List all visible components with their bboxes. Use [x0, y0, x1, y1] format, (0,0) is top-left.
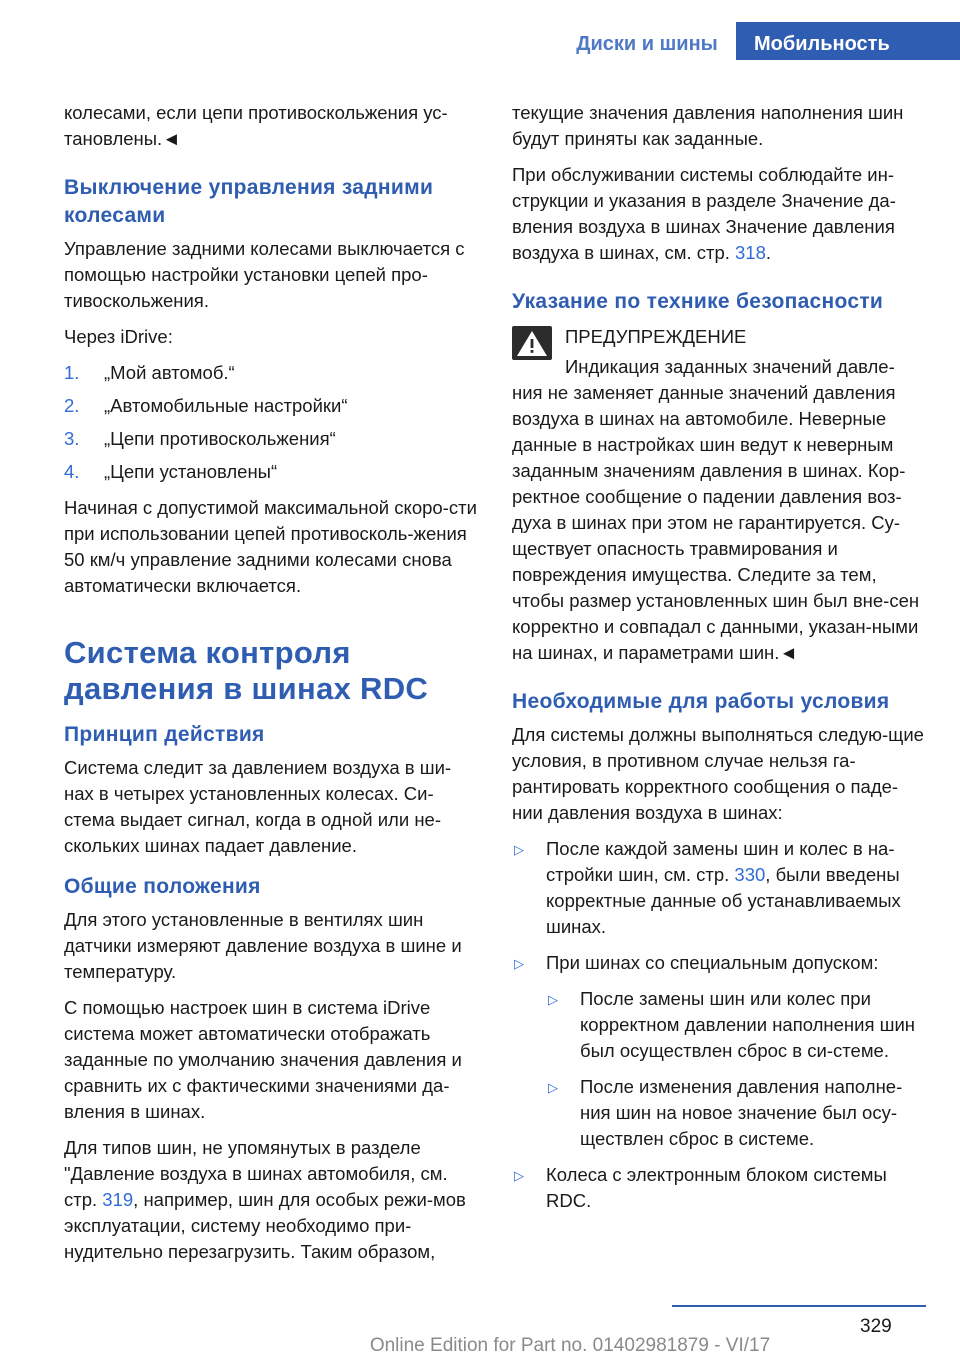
heading-principle: Принцип действия [64, 723, 265, 746]
footer-divider [672, 1305, 926, 1307]
paragraph-conditions: Для системы должны выполняться следую-щие условия, в противном случае нельзя га-рантировать корректного сообщения о паде-нии давления воздуха в шинах: [512, 724, 924, 823]
paragraph-continued: текущие значения давления наполнения шин будут приняты как заданные. [512, 102, 904, 149]
page-link-330[interactable]: 330 [734, 864, 766, 885]
paragraph-speed: Начиная с допустимой максимальной скоро-сти при использовании цепей противосколь-жения 50 км/ч управление задними колесами снова автоматически включается. [64, 497, 477, 596]
page-number: 329 [860, 1316, 892, 1337]
text-run: , были введены корректные данные об устанавливаемых шинах. [546, 864, 901, 937]
text-run: После каждой замены шин и колес в на-стройки шин, см. стр. [546, 838, 895, 885]
header-chapter-tab[interactable]: Мобильность [736, 22, 960, 60]
edition-footer [0, 1335, 960, 1357]
triangle-right-icon: ▷ [514, 842, 524, 857]
list-item [546, 1074, 926, 1152]
paragraph-service [512, 162, 926, 266]
right-column [512, 100, 926, 1224]
list-item [546, 986, 926, 1064]
warning-title: ПРЕДУПРЕЖДЕНИЕ [565, 326, 747, 347]
text-run: . [765, 242, 772, 263]
text-run: Для типов шин, не упомянутых в разделе "Давление воздуха в шинах автомобиля, см. стр. [64, 1137, 448, 1210]
paragraph-rear-steering-off: Управление задними колесами выключается с помощью настройки установки цепей про-тивоскольжения. [64, 238, 465, 311]
edition-text: Online Edition for Part no. 01402981879 - VI/17 [369, 1335, 771, 1356]
paragraph-principle: Система следит за давлением воздуха в ши-нах в четырех установленных колесах. Си-стема выдает сигнал, когда в одной или не-скольких шинах падает давление. [64, 757, 452, 856]
heading-general: Общие положения [64, 875, 261, 898]
list-item [64, 459, 478, 485]
step-number: 4. [64, 461, 80, 482]
step-number: 1. [64, 362, 80, 383]
list-item [512, 1162, 926, 1214]
warning-lead: Индикация заданных значений давле- [565, 356, 895, 377]
paragraph-intro: колесами, если цепи противоскольжения ус-тановлены.◄ [64, 102, 448, 149]
list-item [64, 426, 478, 452]
left-column [64, 100, 478, 1275]
list-item [512, 950, 926, 976]
text-run: После замены шин или колес при корректном давлении наполнения шин был осуществлен сброс в си-стеме. [580, 988, 915, 1061]
heading-safety: Указание по технике безопасности [512, 290, 884, 313]
warning-triangle-icon [512, 326, 552, 360]
step-text: „Автомобильные настройки“ [104, 395, 348, 416]
header-section-tab[interactable]: Диски и шины [576, 33, 718, 55]
page-header [0, 0, 960, 60]
text-run: , например, шин для особых режи-мов эксплуатации, систему необходимо при-нудительно перезагрузить. Таким образом, [64, 1189, 466, 1262]
step-list [64, 360, 478, 485]
text-run: Колеса с электронным блоком системы RDC. [546, 1164, 887, 1211]
step-number: 3. [64, 428, 80, 449]
text-run: При обслуживании системы соблюдайте ин-струкции и указания в разделе Значение да-вления воздуха в шинах Значение давления воздуха в шинах, см. стр. [512, 164, 896, 263]
text-run: После изменения давления наполне-ния шин на новое значение был осу-ществлен сброс в системе. [580, 1076, 903, 1149]
warning-box [512, 324, 926, 666]
heading-rear-steering-off: Выключение управления задними колесами [64, 176, 434, 227]
paragraph-idrive: Через iDrive: [64, 326, 173, 347]
list-item [64, 393, 478, 419]
step-text: „Цепи установлены“ [104, 461, 278, 482]
page-link-318[interactable]: 318 [735, 242, 766, 263]
step-text: „Цепи противоскольжения“ [104, 428, 336, 449]
warning-body: ния не заменяет данные значений давления воздуха в шинах на автомобиле. Неверные данные в настройках шин ведут к неверным заданным значениям давления в шинах. Кор-ректное сообщение о падении давления воз-духа в шинах при этом не гарантируется. Су-ществует опасность травмирования и повреждения имущества. Следите за тем, чтобы размер установленных шин был вне-сен корректно и совпадал с данными, указан-ными на шинах, и параметрами шин.◄ [512, 382, 920, 663]
triangle-right-icon: ▷ [514, 956, 524, 971]
triangle-right-icon: ▷ [548, 1080, 558, 1095]
triangle-right-icon: ▷ [514, 1168, 524, 1183]
list-item [64, 360, 478, 386]
paragraph-general-1: Для этого установленные в вентилях шин датчики измеряют давление воздуха в шине и температуру. [64, 909, 462, 982]
page-link-319[interactable]: 319 [102, 1189, 134, 1210]
triangle-right-icon: ▷ [548, 992, 558, 1007]
heading-rdc: Система контроля давления в шинах RDC [64, 635, 429, 706]
paragraph-general-3 [64, 1135, 478, 1265]
step-number: 2. [64, 395, 80, 416]
step-text: „Мой автомоб.“ [104, 362, 235, 383]
list-item [512, 836, 926, 940]
paragraph-general-2: С помощью настроек шин в система iDrive система может автоматически отображать заданные по умолчанию значения давления и сравнить их с фактическими значениями да-вления в шинах. [64, 997, 462, 1122]
text-run: При шинах со специальным допуском: [546, 952, 879, 973]
heading-conditions: Необходимые для работы условия [512, 690, 890, 713]
